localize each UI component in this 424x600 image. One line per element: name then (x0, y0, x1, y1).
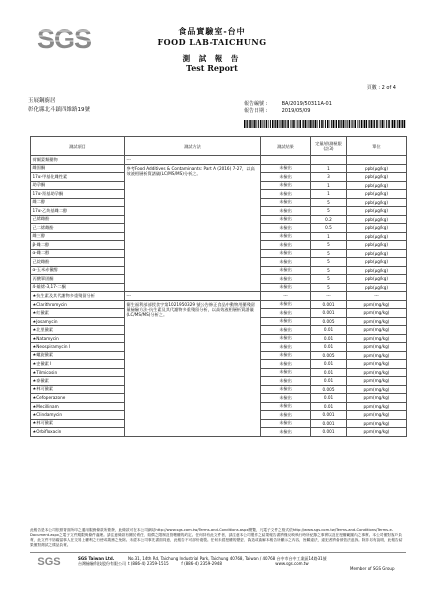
cell-unit: --- (347, 292, 407, 301)
cell-loq: 5 (311, 249, 347, 258)
cell-loq: 1 (311, 181, 347, 190)
cell-test-result: 未檢出 (261, 232, 311, 241)
client-info (28, 97, 90, 115)
cell-test-item: ★北里黴素 (31, 326, 125, 335)
cell-loq: 0.001 (311, 428, 347, 437)
report-title-en: Test Report (186, 63, 238, 73)
cell-loq: 1 (311, 190, 347, 199)
table-row (31, 292, 407, 301)
cell-unit: ppm(mg/kg) (347, 317, 407, 326)
cell-test-result (261, 156, 311, 165)
cell-unit: ppm(mg/kg) (347, 394, 407, 403)
cell-test-result: 未檢出 (261, 173, 311, 182)
cell-test-result: 未檢出 (261, 309, 311, 318)
cell-test-result: 未檢出 (261, 300, 311, 309)
cell-loq: 0.005 (311, 317, 347, 326)
cell-test-result: 未檢出 (261, 215, 311, 224)
header-loq: 定量/偵測極限(註3) (311, 137, 347, 156)
cell-test-item: 17α-羥基助孕酮 (31, 190, 125, 199)
cell-unit: ppm(mg/kg) (347, 360, 407, 369)
cell-loq: 0.01 (311, 402, 347, 411)
company-web[interactable]: www.sgs.com.tw (275, 561, 309, 566)
cell-test-result: 未檢出 (261, 190, 311, 199)
cell-test-item: ★紅黴素 (31, 309, 125, 318)
company-fax: f (886-4) 2359-2948 (181, 561, 222, 566)
cell-test-result: 未檢出 (261, 334, 311, 343)
report-date-label: 報告日期 : (244, 107, 268, 114)
cell-unit (347, 156, 407, 165)
cell-unit: ppm(mg/kg) (347, 402, 407, 411)
cell-unit: ppm(mg/kg) (347, 343, 407, 352)
cell-unit: ppm(mg/kg) (347, 411, 407, 420)
member-text: Member of SGS Group (350, 566, 395, 571)
cell-test-item: ★螺旋黴素 (31, 351, 125, 360)
cell-unit: ppb(μg/kg) (347, 198, 407, 207)
report-no-label: 報告編號 : (244, 101, 268, 107)
table-row (31, 300, 407, 309)
client-name: 玉展鋼廚居 (28, 98, 56, 104)
cell-loq: --- (311, 292, 347, 301)
cell-loq: 5 (311, 241, 347, 250)
cell-test-item: 雌二醇 (31, 198, 125, 207)
cell-test-result: 未檢出 (261, 241, 311, 250)
report-meta (244, 101, 332, 115)
cell-test-result: 未檢出 (261, 343, 311, 352)
cell-test-method: 衛生福利部部授食字第1021950329 號公告修正食品中動物用藥殘留量檢驗方法-抗生素及其代謝物多重殘留分析，以高效液相層析質譜儀(LC/MS/MS)分析之。 (125, 300, 261, 436)
cell-test-result: 未檢出 (261, 385, 311, 394)
cell-test-result: 未檢出 (261, 275, 311, 284)
company-name-en: SGS Taiwan Ltd. (78, 556, 115, 561)
cell-test-item: ★抗生素及其代謝物多重殘留分析 (31, 292, 125, 301)
cell-loq: 5 (311, 275, 347, 284)
cell-test-result: 未檢出 (261, 402, 311, 411)
cell-loq: 0.001 (311, 309, 347, 318)
report-no-value: BA/2019/50311A-01 (281, 101, 332, 107)
cell-test-item: 17α-乙炔基雌二醇 (31, 207, 125, 216)
page-number: 頁數 : 2 of 4 (366, 85, 396, 91)
cell-loq: 0.5 (311, 224, 347, 233)
lab-name-en: FOOD LAB-TAICHUNG (157, 37, 267, 47)
company-address: No.31, 14th Rd, Taichung Industrial Park, Taichung 40768, Taiwan / 40768 台中市台中工業區14路31號 (128, 556, 327, 561)
cell-unit: ppb(μg/kg) (347, 173, 407, 182)
cell-test-item: β-雌二醇 (31, 241, 125, 250)
cell-test-item: ★泰黴素 (31, 377, 125, 386)
cell-test-item: ★Cefoperazone (31, 394, 125, 403)
header-test-result: 測試結果 (261, 137, 311, 156)
cell-test-result: 未檢出 (261, 258, 311, 267)
cell-loq: 0.005 (311, 385, 347, 394)
cell-test-item: 丙酸睪固酮 (31, 275, 125, 284)
cell-test-method: 參考Food Additives & Contaminants: Part A (2016) 7-27，以高效液相層析質譜儀(LC/MS/MS)分析之。 (125, 164, 261, 292)
cell-loq: 5 (311, 207, 347, 216)
cell-unit: ppb(μg/kg) (347, 215, 407, 224)
cell-unit: ppb(μg/kg) (347, 207, 407, 216)
cell-test-result: 未檢出 (261, 360, 311, 369)
cell-loq: 0.01 (311, 334, 347, 343)
cell-loq: 0.01 (311, 360, 347, 369)
cell-unit: ppb(μg/kg) (347, 258, 407, 267)
cell-loq: 0.2 (311, 215, 347, 224)
cell-test-method: --- (125, 292, 261, 301)
cell-test-result: 未檢出 (261, 283, 311, 292)
cell-test-item: 4-雄烯-3,17-二酮 (31, 283, 125, 292)
cell-unit: ppm(mg/kg) (347, 351, 407, 360)
cell-test-result: 未檢出 (261, 181, 311, 190)
cell-test-result: 未檢出 (261, 164, 311, 173)
cell-test-item: ★林可黴素 (31, 385, 125, 394)
cell-loq: 5 (311, 266, 347, 275)
cell-test-result: --- (261, 292, 311, 301)
cell-test-result: 未檢出 (261, 198, 311, 207)
cell-loq: 5 (311, 283, 347, 292)
report-date-value: 2019/05/09 (281, 107, 311, 114)
cell-test-result: 未檢出 (261, 411, 311, 420)
report-title-zh: 測 試 報 告 (182, 54, 242, 63)
cell-test-item: ★Tilmicosin (31, 368, 125, 377)
cell-test-result: 未檢出 (261, 317, 311, 326)
cell-unit: ppb(μg/kg) (347, 224, 407, 233)
cell-unit: ppb(μg/kg) (347, 232, 407, 241)
company-name-zh: 台灣檢驗科技股份有限公司 (78, 561, 126, 566)
cell-unit: ppb(μg/kg) (347, 164, 407, 173)
cell-test-method: --- (125, 156, 261, 165)
table-row (31, 156, 407, 165)
cell-test-result: 未檢出 (261, 266, 311, 275)
cell-loq: 0.01 (311, 394, 347, 403)
cell-loq: 5 (311, 198, 347, 207)
cell-unit: ppb(μg/kg) (347, 275, 407, 284)
cell-test-item: 雌三醇 (31, 232, 125, 241)
cell-test-result: 未檢出 (261, 207, 311, 216)
cell-test-item: ★Natamycin (31, 334, 125, 343)
cell-test-item: 己烯雌酚 (31, 215, 125, 224)
cell-loq: 0.01 (311, 343, 347, 352)
header-test-item: 測試項目 (31, 137, 125, 156)
footer-company (78, 556, 126, 566)
footer-divider (30, 552, 406, 553)
cell-unit: ppb(μg/kg) (347, 241, 407, 250)
header-unit: 單位 (347, 137, 407, 156)
cell-test-item: ★史黴素 I (31, 360, 125, 369)
cell-loq: 0.001 (311, 300, 347, 309)
cell-test-result: 未檢出 (261, 351, 311, 360)
cell-loq (311, 156, 347, 165)
cell-unit: ppm(mg/kg) (347, 334, 407, 343)
cell-unit: ppb(μg/kg) (347, 283, 407, 292)
cell-unit: ppb(μg/kg) (347, 190, 407, 199)
cell-test-item: 己烷雌酚 (31, 258, 125, 267)
cell-unit: ppb(μg/kg) (347, 181, 407, 190)
cell-loq: 0.005 (311, 351, 347, 360)
cell-loq: 1 (311, 164, 347, 173)
cell-unit: ppm(mg/kg) (347, 309, 407, 318)
cell-loq: 1 (311, 232, 347, 241)
table-header-row (31, 137, 407, 156)
barcode (244, 120, 406, 128)
cell-test-result: 未檢出 (261, 394, 311, 403)
cell-unit: ppm(mg/kg) (347, 326, 407, 335)
cell-test-result: 未檢出 (261, 326, 311, 335)
cell-test-item: 雌固酮 (31, 164, 125, 173)
client-address: 彰化縣北斗鎮四維路19號 (28, 107, 90, 113)
cell-test-item: ★Clindamycin (31, 411, 125, 420)
cell-test-item: ★Neospiramycin I (31, 343, 125, 352)
cell-loq: 0.01 (311, 377, 347, 386)
svg-text:SGS: SGS (37, 556, 61, 568)
cell-test-result: 未檢出 (261, 428, 311, 437)
cell-unit: ppm(mg/kg) (347, 428, 407, 437)
lab-name-zh: 食品實驗室-台中 (178, 27, 246, 36)
cell-test-item: 己二烯雌酚 (31, 224, 125, 233)
results-table (30, 136, 407, 437)
cell-loq: 0.01 (311, 368, 347, 377)
cell-loq: 5 (311, 258, 347, 267)
cell-loq: 3 (311, 173, 347, 182)
header-test-method: 測試方法 (125, 137, 261, 156)
cell-unit: ppm(mg/kg) (347, 419, 407, 428)
cell-test-item: 助孕酮 (31, 181, 125, 190)
cell-test-item: ★Mecillinam (31, 402, 125, 411)
cell-test-item: 荷爾蒙類藥物 (31, 156, 125, 165)
cell-unit: ppb(μg/kg) (347, 249, 407, 258)
cell-unit: ppb(μg/kg) (347, 266, 407, 275)
cell-loq: 0.001 (311, 411, 347, 420)
footer-disclaimer: 此報告是本公司依照背面所印之通用服務條款所簽發，此條款可在本公司網站http://www.sgs.com.tw/Terms-and-Conditions.aspx閱覽，凡電子文件之格式依http://www.sgs.com.tw/Terms-and-Conditions/Terms-e-Document.aspx之電子文件期限與條件處理。請注意條款有關於責任、賠償之限制及管轄權的約定。任何持有此文件者，請注意本公司製作之結果報告書將僅反映執行時所紀錄之事實以及在授權範圍內之事實。本公司僅對客戶負責，此文件不妨礙當事人在交易上權利之行使或義務之免除。未經本公司事先書面同意，此報告不可部份複製。任何未經授權的變更、偽造或曲解本報告所顯示之內容，皆屬違法，違犯者將會被依法追訴。除非另有說明，此報告結果僅對測試之樣品負責。 (30, 528, 403, 547)
cell-test-result: 未檢出 (261, 377, 311, 386)
cell-unit: ppm(mg/kg) (347, 300, 407, 309)
sgs-footer-logo (34, 554, 64, 568)
cell-test-item: ★林可黴素 (31, 419, 125, 428)
footer-contact (128, 556, 394, 571)
svg-text:SGS: SGS (36, 24, 92, 54)
cell-unit: ppm(mg/kg) (347, 368, 407, 377)
table-row (31, 164, 407, 173)
cell-loq: 0.01 (311, 326, 347, 335)
cell-test-item: α-玉米赤黴醇 (31, 266, 125, 275)
company-phone: t (886-4) 2359-1515 (128, 561, 169, 566)
cell-test-item: ★Clarithromycin (31, 300, 125, 309)
cell-test-item: α-雌二醇 (31, 249, 125, 258)
cell-test-item: ★Orbifloxacin (31, 428, 125, 437)
cell-test-item: ★Josamycin (31, 317, 125, 326)
cell-unit: ppm(mg/kg) (347, 377, 407, 386)
cell-loq: 0.001 (311, 419, 347, 428)
cell-test-item: 17α-甲基化雌性素 (31, 173, 125, 182)
cell-test-result: 未檢出 (261, 249, 311, 258)
cell-test-result: 未檢出 (261, 224, 311, 233)
cell-unit: ppm(mg/kg) (347, 385, 407, 394)
cell-test-result: 未檢出 (261, 419, 311, 428)
cell-test-result: 未檢出 (261, 368, 311, 377)
